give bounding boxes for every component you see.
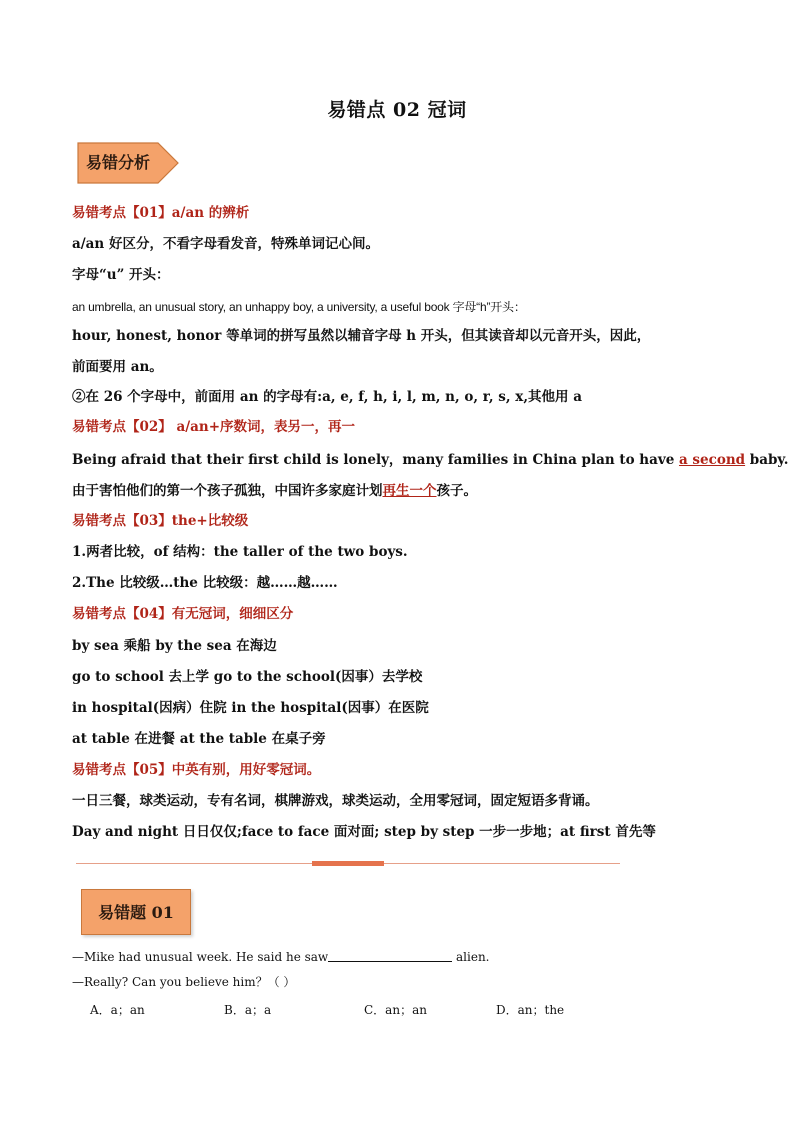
example-text: 孩子。 [436,483,477,499]
point-text: hour, honest, honor 等单词的拼写虽然以辅音字母 h 开头，但其读音却以元音开头，因此， [72,328,651,344]
point-text: 2.The 比较级…the 比较级：越……越…… [72,575,338,591]
example-text: Being afraid that their first child is lonely，many families in China plan to have [72,452,679,468]
point-text: 字母“u” 开头： [72,267,170,283]
question-line-2: —Really? Can you believe him？（ ） [72,975,296,989]
divider-mark [312,861,384,866]
question-tag-label: 易错题 01 [98,903,174,922]
point-text: by sea 乘船 by the sea 在海边 [72,638,277,654]
point-example [72,450,788,470]
point-text: at table 在进餐 at the table 在桌子旁 [72,731,326,747]
option-c[interactable]: C．an；an [364,1003,427,1017]
point-heading: 易错考点【03】the+比较级 [72,513,249,529]
point-text: 一日三餐，球类运动，专有名词，棋牌游戏，球类运动，全用零冠词，固定短语多背诵。 [72,793,599,809]
option-b[interactable]: B．a；a [224,1003,272,1017]
point-text: go to school 去上学 go to the school(因事）去学校 [72,669,423,685]
point-text: ②在 26 个字母中，前面用 an 的字母有:a, e, f, h, i, l, m, n, o, r, s, x,其他用 a [72,389,582,405]
answer-blank [328,949,452,962]
point-text: 前面要用 an。 [72,359,163,375]
point-text: an umbrella, an unusual story, an unhappy boy, a university, a useful book 字母“h”开头： [72,300,526,314]
point-text: 1.两者比较，of 结构：the taller of the two boys. [72,544,408,560]
section-tag [76,141,180,185]
option-d[interactable]: D．an；the [496,1003,565,1017]
point-text: in hospital(因病）住院 in the hospital(因事）在医院 [72,700,429,716]
point-example [72,481,477,501]
page-title: 易错点 02 冠词 [327,99,467,121]
question-text-post: alien. [452,950,490,964]
question-line-1 [72,948,490,966]
point-heading: 易错考点【05】中英有别，用好零冠词。 [72,762,321,778]
point-heading: 易错考点【01】a/an 的辨析 [72,205,250,221]
question-text-pre: —Mike had unusual week. He said he saw [72,950,329,964]
option-a[interactable]: A．a；an [90,1003,145,1017]
example-highlight: a second [678,452,746,468]
point-text: Day and night 日日仅仅;face to face 面对面; step by step 一步一步地；at first 首先等 [72,824,656,840]
example-highlight: 再生一个 [382,483,437,499]
example-text: 由于害怕他们的第一个孩子孤独，中国许多家庭计划 [72,483,383,499]
point-heading: 易错考点【02】 a/an+序数词，表另一，再一 [72,419,356,435]
question-tag [81,889,191,935]
section-tag-label: 易错分析 [86,153,151,172]
point-text: a/an 好区分，不看字母看发音，特殊单词记心间。 [72,236,379,252]
example-text: baby. [745,452,789,468]
point-heading: 易错考点【04】有无冠词，细细区分 [72,606,294,622]
